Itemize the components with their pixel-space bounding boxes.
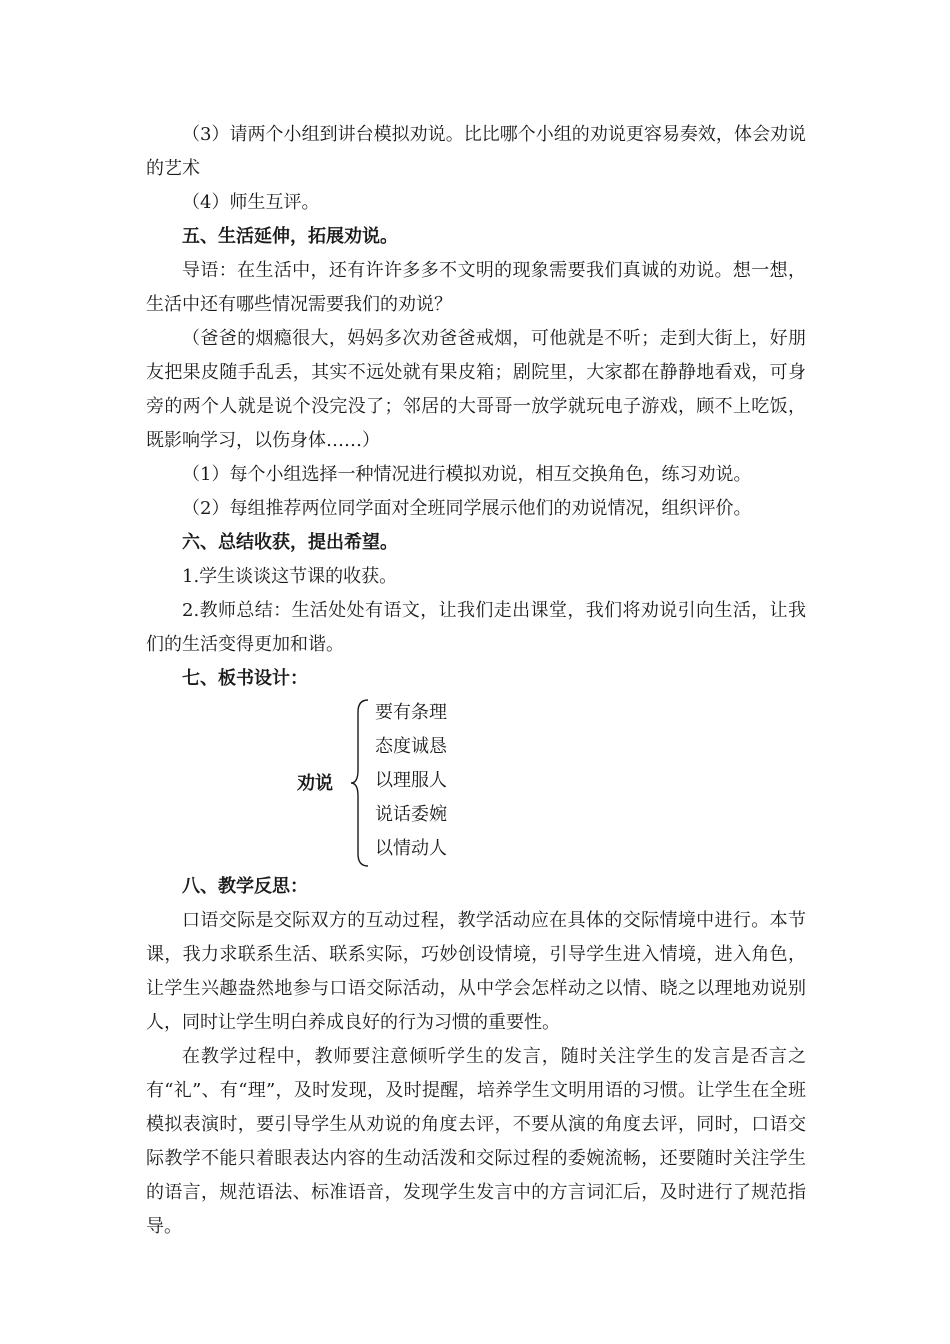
board-item: 以理服人 <box>375 770 447 791</box>
board-items <box>375 696 447 866</box>
paragraph: （4）师生互评。 <box>182 192 320 213</box>
paragraph: （2）每组推荐两位同学面对全班同学展示他们的劝说情况，组织评价。 <box>182 498 752 519</box>
section-heading: 五、生活延伸，拓展劝说。 <box>182 226 398 247</box>
paragraph: 2.教师总结：生活处处有语文，让我们走出课堂，我们将劝说引向生活，让我们的生活变得更加和谐。 <box>146 600 806 655</box>
curly-brace-icon <box>350 698 370 868</box>
paragraph: （1）每个小组选择一种情况进行模拟劝说，相互交换角色，练习劝说。 <box>182 464 752 485</box>
board-item: 要有条理 <box>375 702 447 723</box>
paragraph: （3）请两个小组到讲台模拟劝说。比比哪个小组的劝说更容易奏效，体会劝说的艺术 <box>146 124 806 179</box>
paragraph: 1.学生谈谈这节课的收获。 <box>182 566 398 587</box>
board-center-label: 劝说 <box>297 773 333 794</box>
section-heading: 七、板书设计： <box>182 668 308 689</box>
paragraph: 在教学过程中，教师要注意倾听学生的发言，随时关注学生的发言是否言之有“礼”、有“理”，及时发现，及时提醒，培养学生文明用语的习惯。让学生在全班模拟表演时，要引导学生从劝说的角度去评，不要从演的角度去评，同时，口语交际教学不能只着眼表达内容的生动活泼和交际过程的委婉流畅，还要随时关注学生的语言，规范语法、标准语音，发现学生发言中的方言词汇后，及时进行了规范指导。 <box>146 1046 806 1237</box>
board-item: 态度诚恳 <box>375 736 447 757</box>
board-item: 说话委婉 <box>375 804 447 825</box>
paragraph: （爸爸的烟瘾很大，妈妈多次劝爸爸戒烟，可他就是不听；走到大街上，好朋友把果皮随手乱丢，其实不远处就有果皮箱；剧院里，大家都在静静地看戏，可身旁的两个人就是说个没完没了；邻居的大哥哥一放学就玩电子游戏，顾不上吃饭，既影响学习，以伤身体……） <box>146 328 806 451</box>
section-heading: 六、总结收获，提出希望。 <box>182 532 398 553</box>
paragraph: 导语：在生活中，还有许许多多不文明的现象需要我们真诚的劝说。想一想，生活中还有哪些情况需要我们的劝说？ <box>146 260 806 315</box>
paragraph: 口语交际是交际双方的互动过程，教学活动应在具体的交际情境中进行。本节课，我力求联系生活、联系实际，巧妙创设情境，引导学生进入情境，进入角色，让学生兴趣盎然地参与口语交际活动，从中学会怎样动之以情、晓之以理地劝说别人，同时让学生明白养成良好的行为习惯的重要性。 <box>146 910 806 1033</box>
board-design <box>146 696 806 870</box>
document-page <box>146 118 806 1244</box>
section-heading: 八、教学反思： <box>182 876 308 897</box>
board-item: 以情动人 <box>375 838 447 859</box>
